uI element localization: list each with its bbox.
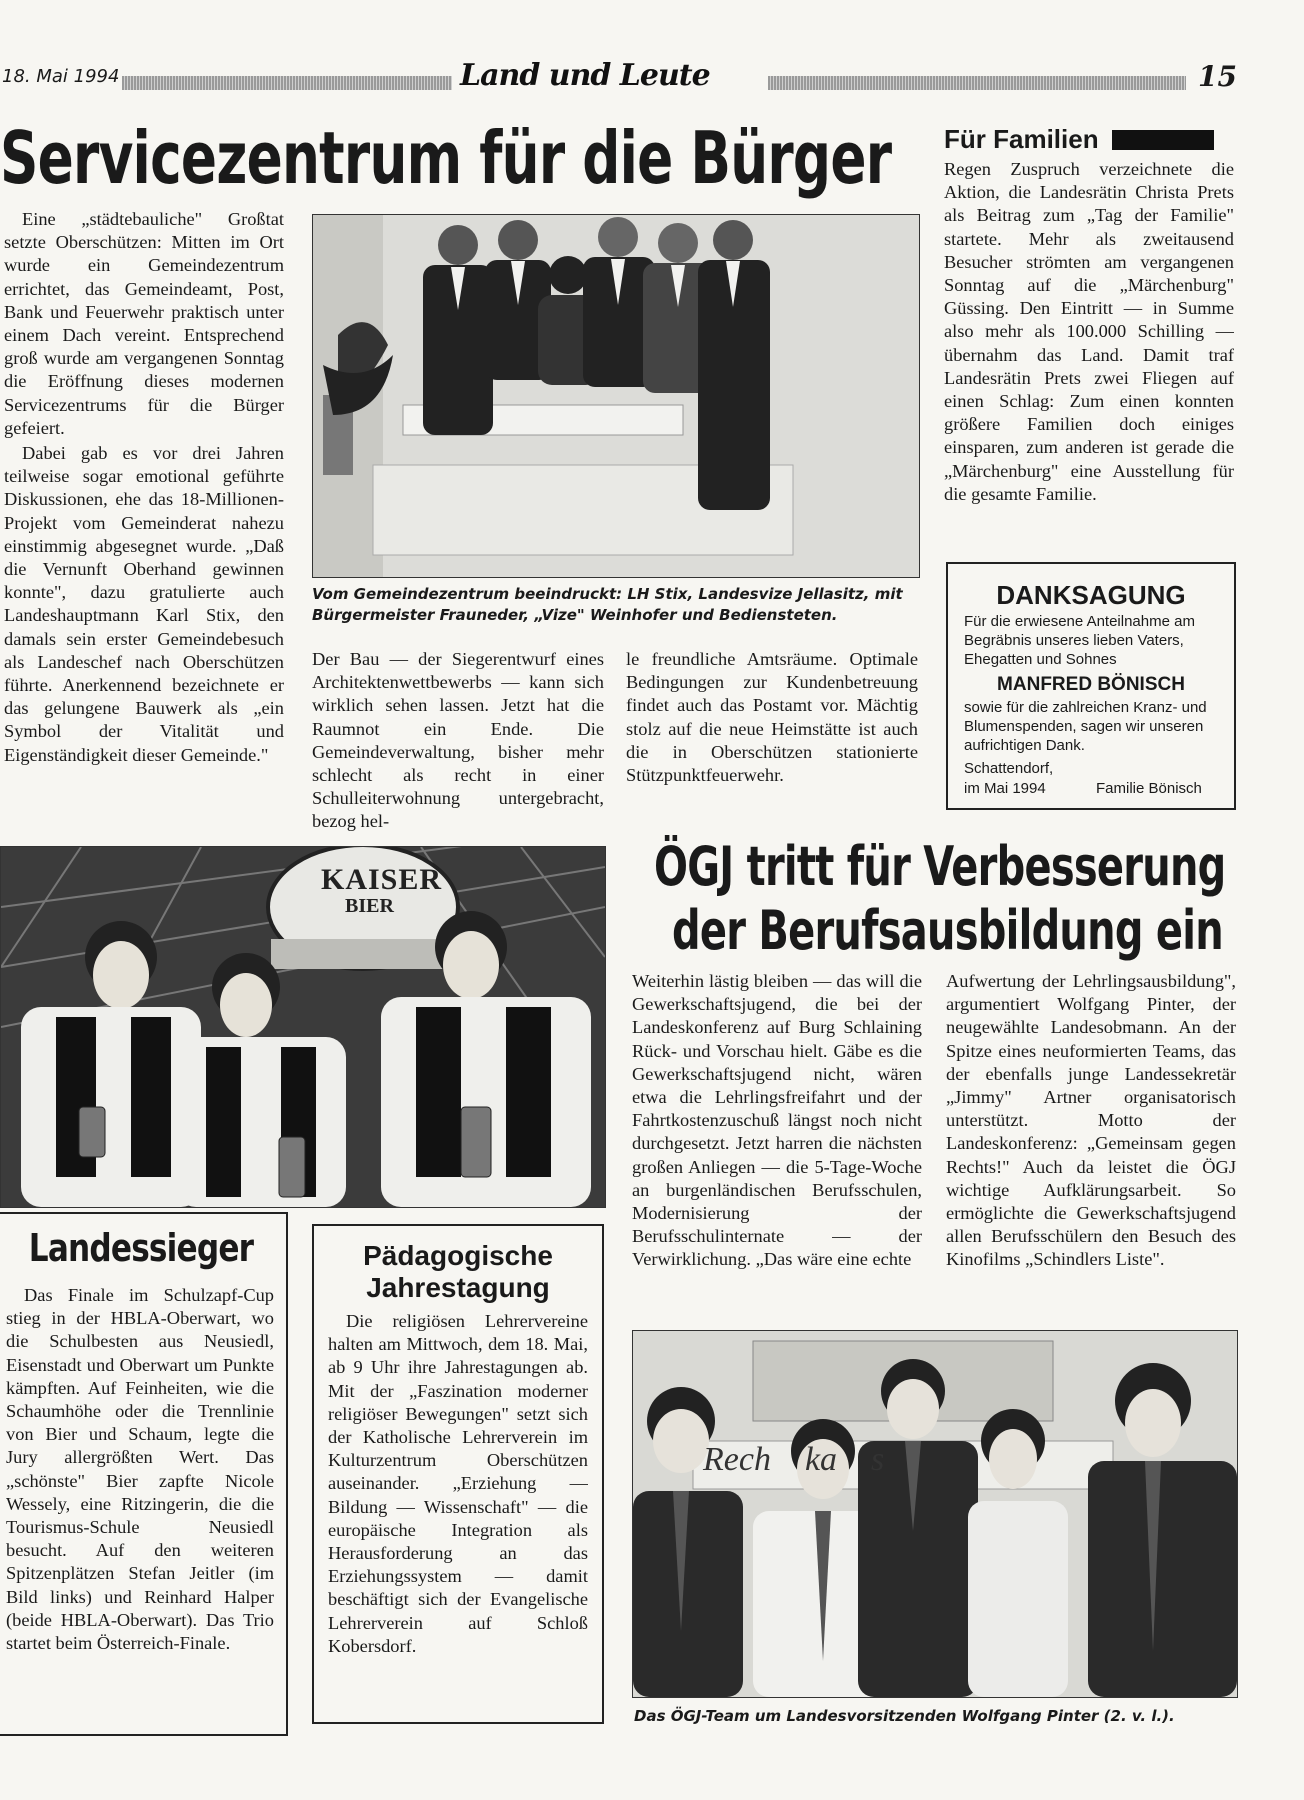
- oegj-team-photo-art: [633, 1331, 1237, 1697]
- beer-photo-art: [1, 847, 605, 1207]
- officials-photo: [312, 214, 920, 578]
- main-article-col1: [4, 208, 284, 848]
- beer-photo: [0, 846, 606, 1208]
- familien-title-text: Für Familien: [944, 124, 1099, 154]
- familien-text: Regen Zuspruch verzeichnete die Aktion, die Landesrätin Christa Prets als Beitrag zum „Tag der Familie" startete. Mehr als zweitausend Besucher strömten am vergangenen Sonntag auf die „Märchenburg" Güssing. Den Eintritt — in Summe also mehr als 100.000 Schilling — übernahm das Land. Damit traf Landesrätin Prets zwei Fliegen auf einen Schlag: Zum einen konnten größere Familien doch einiges einsparen, zum anderen ist gerade die „Märchenburg" eine Ausstellung für die gesamte Familie.: [944, 159, 1234, 504]
- main-article-paragraph: Dabei gab es vor drei Jahren teilweise sogar emotional geführte Diskussionen, ehe das 18-Millionen-Projekt vom Gemeinderat nahezu einstimmig abgesegnet wurde. „Daß die Vernunft Oberhand gewinnen konnte", dazu gratulierte auch Landeshauptmann Karl Stix, den damals sein erster Gemeindebesuch als Landeschef nach Oberschützen führte. Anerkennend bezeichnete er das gelungene Bauwerk als „ein Symbol der Vitalität und Eigenständigkeit dieser Gemeinde.": [4, 443, 284, 765]
- oegj-team-photo-sign: Rech ka s: [703, 1441, 885, 1478]
- oegj-title-line1: ÖGJ tritt für Verbesserung: [654, 835, 1226, 898]
- familien-title: [944, 124, 1214, 155]
- danksagung-text-1: Für die erwiesene Anteilnahme am Begräbnis unseres lieben Vaters, Ehegatten und Sohnes: [964, 613, 1195, 668]
- danksagung-signature: Familie Bönisch: [1096, 780, 1202, 797]
- header-section-logo: Land und Leute: [460, 58, 710, 93]
- paedagogische-text: Die religiösen Lehrervereine halten am Mittwoch, dem 18. Mai, ab 9 Uhr ihre Jahrestagungen ab. Mit der „Faszination moderner religiöser Bewegungen" setzt sich der Katholische Lehrerverein im Kulturzentrum Oberschützen auseinander. „Erziehung — Bildung — Wissenschaft" — die europäische Integration als Herausforderung an das Erziehungssystem — damit beschäftigt sich der Evangelische Lehrerverein auf Schloß Kobersdorf.: [328, 1311, 588, 1656]
- main-article-col3: le freundliche Amtsräume. Optimale Bedingungen zur Kundenbetreuung findet auch das Postamt vor. Mächtig stolz auf die neue Heimstätte ist auch die in Oberschützen stationierte Stützpunktfeuerwehr.: [626, 649, 918, 786]
- landessieger-box: [0, 1212, 288, 1736]
- beer-photo-sign-line2: BIER: [345, 895, 394, 917]
- oegj-team-photo: [632, 1330, 1238, 1698]
- header-date: 18. Mai 1994: [2, 66, 120, 87]
- main-article-col2: Der Bau — der Siegerentwurf eines Architektenwettbewerbs — kann sich wirklich sehen lassen. Jetzt hat die Raumnot ein Ende. Die Gemeindeverwaltung, bisher mehr schlecht als recht in einer Schulleiterwohnung untergebracht, bezog hel-: [312, 649, 604, 832]
- paedagogische-title-line1: Pädagogische: [363, 1240, 553, 1271]
- familien-title-bar: [1112, 130, 1214, 150]
- danksagung-place: Schattendorf,: [964, 760, 1054, 777]
- beer-photo-sign-line1: KAISER: [321, 863, 443, 896]
- oegj-col2: Aufwertung der Lehrlingsausbildung", argumentiert Wolfgang Pinter, der neugewählte Landesobmann. An der Spitze eines neuformierten Teams, das der ebenfalls junge Landessekretär „Jimmy" Artner organisatorisch unterstützt. Motto der Landeskonferenz: „Gemeinsam gegen Rechts!" Auch da leistet die ÖGJ wichtige Aufklärungsarbeit. So ermöglichte die Gewerkschaftsjugend allen Berufsschülern den Besuch des Kinofilms „Schindlers Liste".: [946, 971, 1236, 1270]
- danksagung-name: MANFRED BÖNISCH: [997, 674, 1185, 695]
- main-article-title: Servicezentrum für die Bürger: [0, 116, 892, 200]
- page-number: 15: [1198, 60, 1237, 93]
- oegj-team-photo-caption: Das ÖGJ-Team um Landesvorsitzenden Wolfgang Pinter (2. v. l.).: [634, 1707, 1175, 1725]
- main-article-paragraph: Eine „städtebauliche" Großtat setzte Oberschützen: Mitten im Ort wurde ein Gemeindezentrum errichtet, das Gemeindeamt, Post, Bank und Feuerwehr praktisch unter einem Dach vereint. Entsprechend groß wurde am vergangenen Sonntag die Eröffnung dieses modernen Servicezentrums für die Bürger gefeiert.: [4, 209, 284, 438]
- paedagogische-box: [312, 1224, 604, 1724]
- landessieger-title: Landessieger: [28, 1226, 254, 1270]
- header-rule-left: [122, 76, 452, 90]
- paedagogische-title-line2: Jahrestagung: [366, 1272, 550, 1303]
- danksagung-date: im Mai 1994: [964, 780, 1046, 797]
- landessieger-text: Das Finale im Schulzapf-Cup stieg in der HBLA-Oberwart, wo die Schulbesten aus Neusiedl, Eisenstadt und Oberwart um Punkte kämpften. Auf Feinheiten, wie die Schaumhöhe oder die Trennlinie von Bier und Schaum, legte die Jury allergrößten Wert. Das „schönste" Bier zapfte Nicole Wessely, eine Ritzingerin, die die Tourismus-Schule Neusiedl besucht. Auf den weiteren Spitzenplätzen Stefan Jeitler (im Bild links) und Reinhard Halper (beide HBLA-Oberwart). Das Trio startet beim Österreich-Finale.: [6, 1285, 274, 1654]
- danksagung-box: [946, 562, 1236, 810]
- oegj-title-line2: der Berufsausbildung ein: [672, 899, 1223, 962]
- officials-photo-caption: Vom Gemeindezentrum beeindruckt: LH Stix, Landesvize Jellasitz, mit Bürgermeister Frauneder, „Vize" Weinhofer und Bediensteten.: [312, 585, 903, 624]
- officials-photo-art: [313, 215, 919, 577]
- danksagung-text-2: sowie für die zahlreichen Kranz- und Blumenspenden, sagen wir unseren aufrichtigen Dank.: [964, 699, 1207, 754]
- danksagung-title: DANKSAGUNG: [996, 580, 1186, 610]
- header-rule-right: [768, 76, 1186, 90]
- oegj-col1: Weiterhin lästig bleiben — das will die Gewerkschaftsjugend, die bei der Landeskonferenz auf Burg Schlaining Rück- und Vorschau hielt. Gäbe es die Gewerkschaftsjugend nicht, wären etwa die Lehrlingsfreifahrt und der Fahrtkostenzuschuß längst noch nicht durchgesetzt. Jetzt harren die nächsten großen Anliegen — die 5-Tage-Woche an burgenländischen Berufsschulen, Modernisierung der Berufsschulinternate — der Verwirklichung. „Das wäre eine echte: [632, 971, 922, 1270]
